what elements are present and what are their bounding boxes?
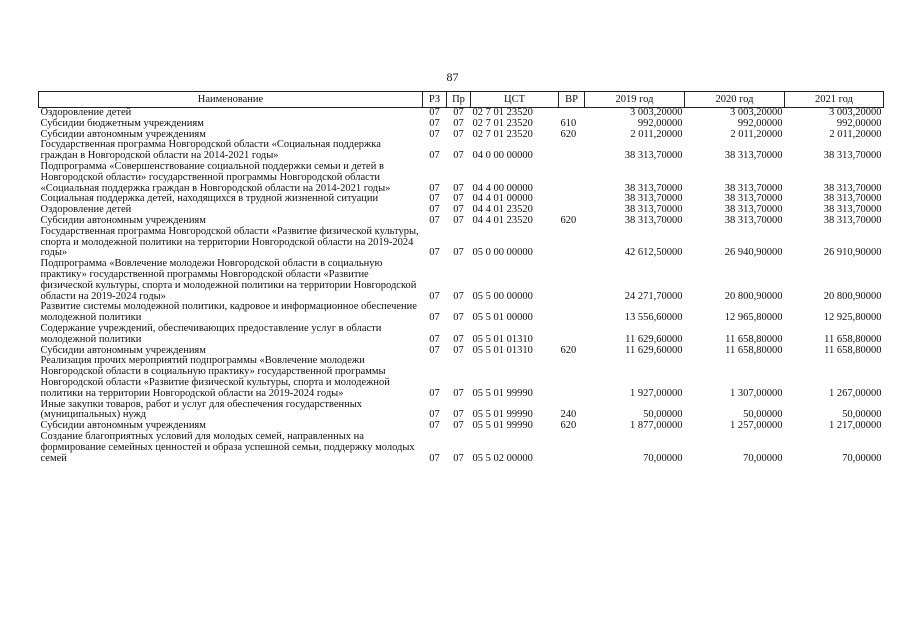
row-rz: 07 xyxy=(429,193,440,205)
row-pr: 07 xyxy=(453,117,464,129)
row-value-2021: 38 313,70000 xyxy=(823,182,882,194)
row-rz: 07 xyxy=(429,182,440,194)
row-name: Социальная поддержка детей, находящихся в трудной жизненной ситуации xyxy=(40,193,379,205)
row-value-2021: 38 313,70000 xyxy=(823,193,882,205)
col-header-pr: Пр xyxy=(447,92,471,108)
row-cst: 02 7 01 23520 xyxy=(472,117,533,129)
row-value-2020: 38 313,70000 xyxy=(724,182,783,194)
row-pr: 07 xyxy=(453,247,464,259)
row-value-2020: 2 011,20000 xyxy=(730,128,783,140)
row-value-2019: 24 271,70000 xyxy=(624,290,683,302)
table-row xyxy=(39,119,884,130)
row-value-2021: 1 217,00000 xyxy=(829,420,882,432)
row-value-2020: 12 965,80000 xyxy=(724,312,783,324)
row-value-2020: 992,00000 xyxy=(737,117,783,129)
row-vr: 610 xyxy=(560,117,577,129)
row-value-2021: 38 313,70000 xyxy=(823,214,882,226)
row-name: Иные закупки товаров, работ и услуг для обеспечения государственных (муниципальных) нужд xyxy=(40,398,363,421)
row-rz: 07 xyxy=(429,107,440,118)
row-cst: 05 0 00 00000 xyxy=(472,247,533,259)
row-value-2020: 11 658,80000 xyxy=(725,333,783,345)
row-value-2020: 1 257,00000 xyxy=(730,420,783,432)
row-value-2019: 42 612,50000 xyxy=(624,247,683,259)
row-rz: 07 xyxy=(429,128,440,140)
row-name: Государственная программа Новгородской области «Социальная поддержка граждан в Новгородской области на 2014-2021 годы» xyxy=(40,139,381,162)
row-rz: 07 xyxy=(429,117,440,129)
row-value-2019: 3 003,20000 xyxy=(630,107,683,118)
row-value-2019: 2 011,20000 xyxy=(630,128,683,140)
row-value-2019: 38 313,70000 xyxy=(624,193,683,205)
row-value-2019: 38 313,70000 xyxy=(624,182,683,194)
row-name: Субсидии бюджетным учреждениям xyxy=(40,117,204,129)
row-value-2020: 1 307,00000 xyxy=(730,387,783,399)
row-name: Создание благоприятных условий для молодых семей, направленных на формирование семейных ценностей и образа успешной семьи, поддержку молодых семей xyxy=(40,430,415,464)
row-cst: 05 5 01 99990 xyxy=(472,387,533,399)
row-vr: 620 xyxy=(560,128,577,140)
row-vr xyxy=(559,162,585,194)
row-value-2020: 3 003,20000 xyxy=(730,107,783,118)
row-value-2021: 2 011,20000 xyxy=(829,128,882,140)
row-cst: 04 4 01 23520 xyxy=(472,204,533,216)
col-header-cst: ЦСТ xyxy=(471,92,559,108)
row-value-2021: 1 267,00000 xyxy=(829,387,882,399)
table-row xyxy=(39,227,884,259)
row-cst: 04 4 00 00000 xyxy=(472,182,533,194)
row-pr: 07 xyxy=(453,452,464,464)
row-cst: 05 5 01 99990 xyxy=(472,409,533,421)
row-value-2019: 11 629,60000 xyxy=(625,344,683,356)
row-value-2021: 11 658,80000 xyxy=(824,333,882,345)
row-rz: 07 xyxy=(429,333,440,345)
row-pr: 07 xyxy=(453,409,464,421)
row-value-2021: 26 910,90000 xyxy=(823,247,882,259)
table-row xyxy=(39,324,884,346)
row-value-2021: 992,00000 xyxy=(836,117,882,129)
table-row xyxy=(39,140,884,162)
row-value-2019: 13 556,60000 xyxy=(624,312,683,324)
row-vr xyxy=(559,259,585,302)
row-rz: 07 xyxy=(429,312,440,324)
row-pr: 07 xyxy=(453,344,464,356)
row-value-2021: 3 003,20000 xyxy=(829,107,882,118)
header-row xyxy=(39,92,884,108)
row-name: Реализация прочих мероприятий подпрограммы «Вовлечение молодежи Новгородской области в социальную практику» государственной программы Новгородской области «Развитие физической культуры, спорта и молодежной политики на территории Новгородской области на 2019-2024 годы» xyxy=(40,355,390,399)
row-cst: 05 5 01 01310 xyxy=(472,333,533,345)
row-vr xyxy=(559,432,585,464)
col-header-2021: 2021 год xyxy=(785,92,884,108)
row-cst: 04 0 00 00000 xyxy=(472,150,533,162)
row-name: Развитие системы молодежной политики, кадровое и информационное обеспечение молодежной политики xyxy=(40,301,417,324)
row-pr: 07 xyxy=(453,128,464,140)
row-value-2021: 50,00000 xyxy=(842,409,882,421)
table-row xyxy=(39,400,884,422)
row-value-2019: 70,00000 xyxy=(643,452,683,464)
row-value-2021: 38 313,70000 xyxy=(823,150,882,162)
row-value-2020: 70,00000 xyxy=(743,452,783,464)
row-name: Субсидии автономным учреждениям xyxy=(40,420,206,432)
row-vr xyxy=(559,324,585,346)
row-value-2021: 70,00000 xyxy=(842,452,882,464)
row-value-2021: 11 658,80000 xyxy=(824,344,882,356)
row-cst: 04 4 01 00000 xyxy=(472,193,533,205)
row-rz: 07 xyxy=(429,204,440,216)
row-value-2019: 38 313,70000 xyxy=(624,150,683,162)
row-value-2021: 38 313,70000 xyxy=(823,204,882,216)
row-value-2019: 38 313,70000 xyxy=(624,204,683,216)
row-vr xyxy=(559,302,585,324)
col-header-vr: ВР xyxy=(559,92,585,108)
col-header-2020: 2020 год xyxy=(685,92,785,108)
row-rz: 07 xyxy=(429,387,440,399)
row-pr: 07 xyxy=(453,312,464,324)
table-body xyxy=(39,108,884,465)
row-cst: 05 5 02 00000 xyxy=(472,452,533,464)
row-name: Подпрограмма «Совершенствование социальной поддержки семьи и детей в Новгородской области» государственной программы Новгородской области «Социальная поддержка граждан в Новгородской области на 2014-2021 годы» xyxy=(40,160,391,194)
row-value-2020: 38 313,70000 xyxy=(724,204,783,216)
row-pr: 07 xyxy=(453,387,464,399)
row-value-2020: 50,00000 xyxy=(743,409,783,421)
row-cst: 05 5 01 01310 xyxy=(472,344,533,356)
row-rz: 07 xyxy=(429,344,440,356)
col-header-rz: РЗ xyxy=(423,92,447,108)
row-value-2019: 992,00000 xyxy=(637,117,683,129)
table-row xyxy=(39,356,884,399)
row-value-2020: 38 313,70000 xyxy=(724,214,783,226)
budget-table xyxy=(38,91,884,464)
row-pr: 07 xyxy=(453,420,464,432)
row-name: Государственная программа Новгородской области «Развитие физической культуры, спорта и молодежной политики на территории Новгородской области на 2019-2024 годы» xyxy=(40,225,419,259)
row-vr: 240 xyxy=(560,409,577,421)
row-vr: 620 xyxy=(560,344,577,356)
row-name: Субсидии автономным учреждениям xyxy=(40,128,206,140)
row-rz: 07 xyxy=(429,420,440,432)
row-value-2019: 38 313,70000 xyxy=(624,214,683,226)
row-pr: 07 xyxy=(453,333,464,345)
table-row xyxy=(39,302,884,324)
row-rz: 07 xyxy=(429,214,440,226)
row-rz: 07 xyxy=(429,452,440,464)
row-name: Субсидии автономным учреждениям xyxy=(40,214,206,226)
row-value-2019: 1 927,00000 xyxy=(630,387,683,399)
row-cst: 05 5 00 00000 xyxy=(472,290,533,302)
row-value-2020: 26 940,90000 xyxy=(724,247,783,259)
row-cst: 04 4 01 23520 xyxy=(472,214,533,226)
table-row xyxy=(39,259,884,302)
row-pr: 07 xyxy=(453,150,464,162)
table-row xyxy=(39,162,884,194)
table-row xyxy=(39,432,884,464)
row-vr xyxy=(559,194,585,205)
row-value-2019: 1 877,00000 xyxy=(630,420,683,432)
row-cst: 05 5 01 00000 xyxy=(472,312,533,324)
row-value-2020: 38 313,70000 xyxy=(724,150,783,162)
row-cst: 05 5 01 99990 xyxy=(472,420,533,432)
row-pr: 07 xyxy=(453,107,464,118)
page-number: 87 xyxy=(446,70,459,84)
row-vr: 620 xyxy=(560,420,577,432)
row-value-2021: 12 925,80000 xyxy=(823,312,882,324)
row-vr xyxy=(559,227,585,259)
row-name: Оздоровление детей xyxy=(40,204,132,216)
row-vr: 620 xyxy=(560,214,577,226)
row-value-2020: 38 313,70000 xyxy=(724,193,783,205)
row-pr: 07 xyxy=(453,214,464,226)
row-pr: 07 xyxy=(453,182,464,194)
col-header-2019: 2019 год xyxy=(585,92,685,108)
row-value-2020: 11 658,80000 xyxy=(725,344,783,356)
row-value-2019: 50,00000 xyxy=(643,409,683,421)
row-value-2021: 20 800,90000 xyxy=(823,290,882,302)
row-vr xyxy=(559,356,585,399)
row-cst: 02 7 01 23520 xyxy=(472,128,533,140)
row-name: Подпрограмма «Вовлечение молодежи Новгородской области в социальную практику» государственной программы Новгородской области «Развитие физической культуры, спорта и молодежной политики на территории Новгородской области на 2019-2024 годы» xyxy=(40,258,417,302)
row-name: Содержание учреждений, обеспечивающих предоставление услуг в области молодежной политики xyxy=(40,322,382,345)
row-name: Оздоровление детей xyxy=(40,107,132,118)
row-vr xyxy=(559,140,585,162)
row-pr: 07 xyxy=(453,290,464,302)
row-rz: 07 xyxy=(429,150,440,162)
row-value-2019: 11 629,60000 xyxy=(625,333,683,345)
row-rz: 07 xyxy=(429,290,440,302)
row-pr: 07 xyxy=(453,193,464,205)
col-header-name: Наименование xyxy=(39,92,423,108)
row-rz: 07 xyxy=(429,247,440,259)
row-value-2020: 20 800,90000 xyxy=(724,290,783,302)
row-pr: 07 xyxy=(453,204,464,216)
row-cst: 02 7 01 23520 xyxy=(472,107,533,118)
row-rz: 07 xyxy=(429,409,440,421)
row-name: Субсидии автономным учреждениям xyxy=(40,344,206,356)
